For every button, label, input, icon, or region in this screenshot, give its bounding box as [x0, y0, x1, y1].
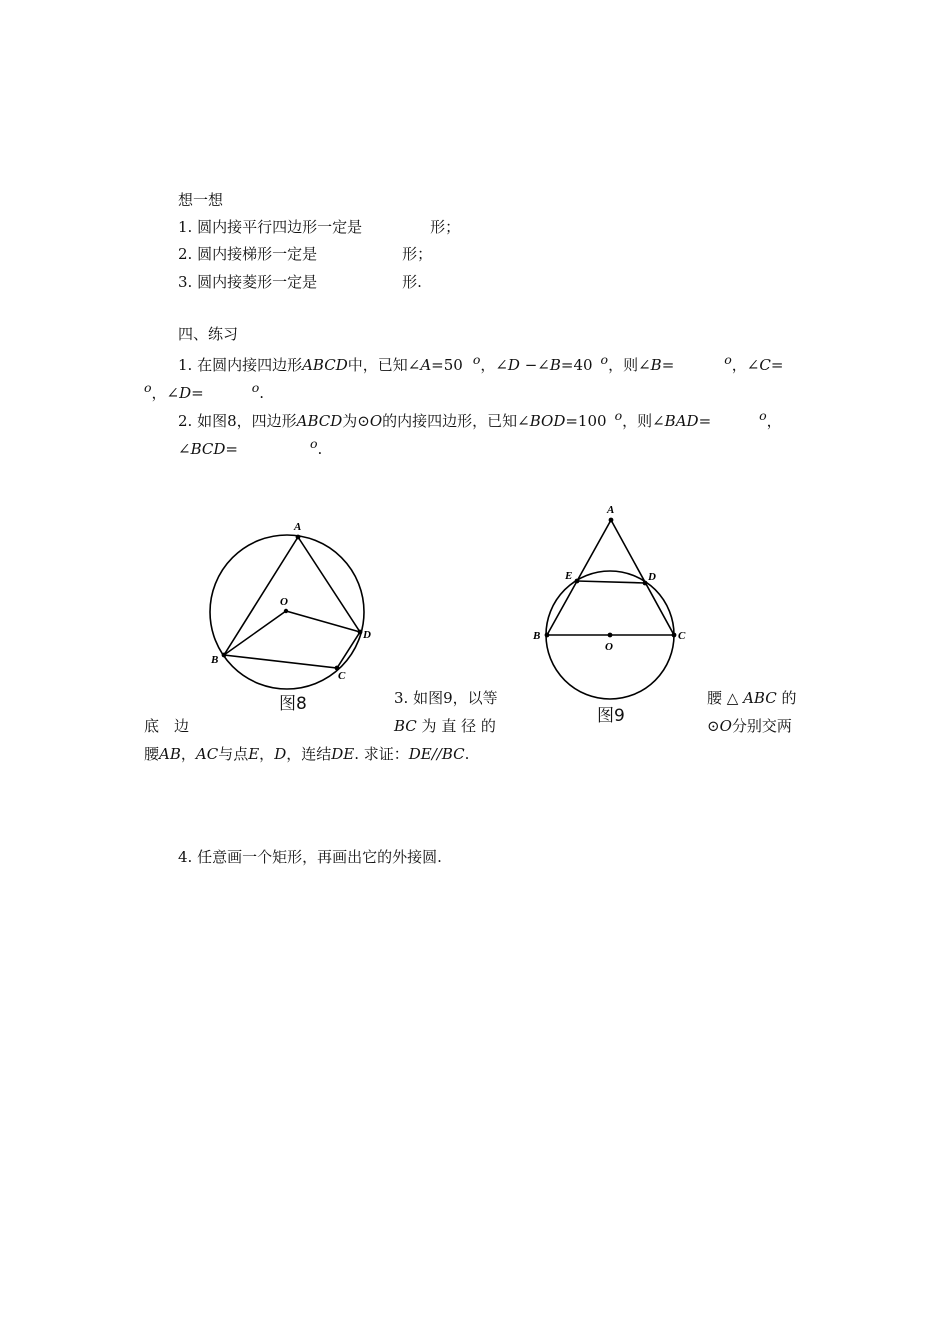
practice-3-right-fragment-1: 腰 △ ABC 的 [707, 689, 797, 707]
fig9-label-o: O [605, 641, 613, 653]
fig9-label-d: D [648, 571, 656, 583]
figure-9-caption: 图9 [597, 706, 625, 726]
practice-1-line-2: $^o$，∠D= $^o$. [144, 380, 265, 402]
practice-2-line-1: 2. 如图8，四边形ABCD为⊙O的内接四边形，已知∠BOD=100 $^o$，则∠BAD= $^o$， [178, 408, 782, 430]
practice-3-left-fragment: 底 边 [144, 717, 190, 735]
practice-3-right-fragment-2: ⊙O分别交两 [707, 717, 792, 735]
fig9-point-o [608, 633, 613, 638]
practice-heading: 四、练习 [178, 325, 239, 343]
fig9-point-c [672, 633, 677, 638]
think-question-2: 2. 圆内接梯形一定是 形； [178, 245, 433, 263]
fig9-point-d [643, 581, 648, 586]
fig8-point-d [358, 630, 363, 635]
fig8-radii [224, 611, 360, 655]
think-heading: 想一想 [178, 191, 224, 209]
fig9-point-a [609, 518, 614, 523]
fig8-point-o [284, 609, 288, 613]
fig9-label-a: A [607, 504, 615, 516]
fig8-label-c: C [338, 670, 346, 682]
figure-8-caption: 图8 [279, 694, 307, 714]
fig8-point-b [222, 653, 227, 658]
fig9-label-c: C [678, 630, 686, 642]
practice-3-line-3: 腰AB，AC与点E，D，连结DE. 求证：DE//BC. [144, 745, 470, 763]
practice-3-mid-fragment-1: 3. 如图9，以等 [394, 689, 498, 707]
think-question-3: 3. 圆内接菱形一定是 形. [178, 273, 422, 291]
practice-1-line-1: 1. 在圆内接四边形ABCD中，已知∠A=50 $^o$，∠D −∠B=40 $^o$，则∠B= $^o$，∠C= [178, 352, 784, 374]
fig8-label-o: O [280, 596, 288, 608]
practice-2-line-2: ∠BCD= $^o$. [178, 436, 323, 458]
figure-9-diagram [528, 500, 698, 706]
fig9-label-b: B [533, 630, 541, 642]
fig9-point-e [575, 579, 580, 584]
fig8-label-a: A [294, 521, 302, 533]
think-question-1: 1. 圆内接平行四边形一定是 形； [178, 218, 461, 236]
fig8-label-d: D [363, 629, 371, 641]
fig9-label-e: E [565, 570, 573, 582]
fig9-segment-de [577, 581, 645, 583]
figure-8-diagram [200, 515, 380, 695]
fig8-label-b: B [211, 654, 219, 666]
fig9-point-b [545, 633, 550, 638]
practice-4: 4. 任意画一个矩形，再画出它的外接圆. [178, 848, 442, 866]
practice-3-mid-fragment-2: BC 为 直 径 的 [394, 717, 496, 735]
fig8-point-a [296, 535, 301, 540]
